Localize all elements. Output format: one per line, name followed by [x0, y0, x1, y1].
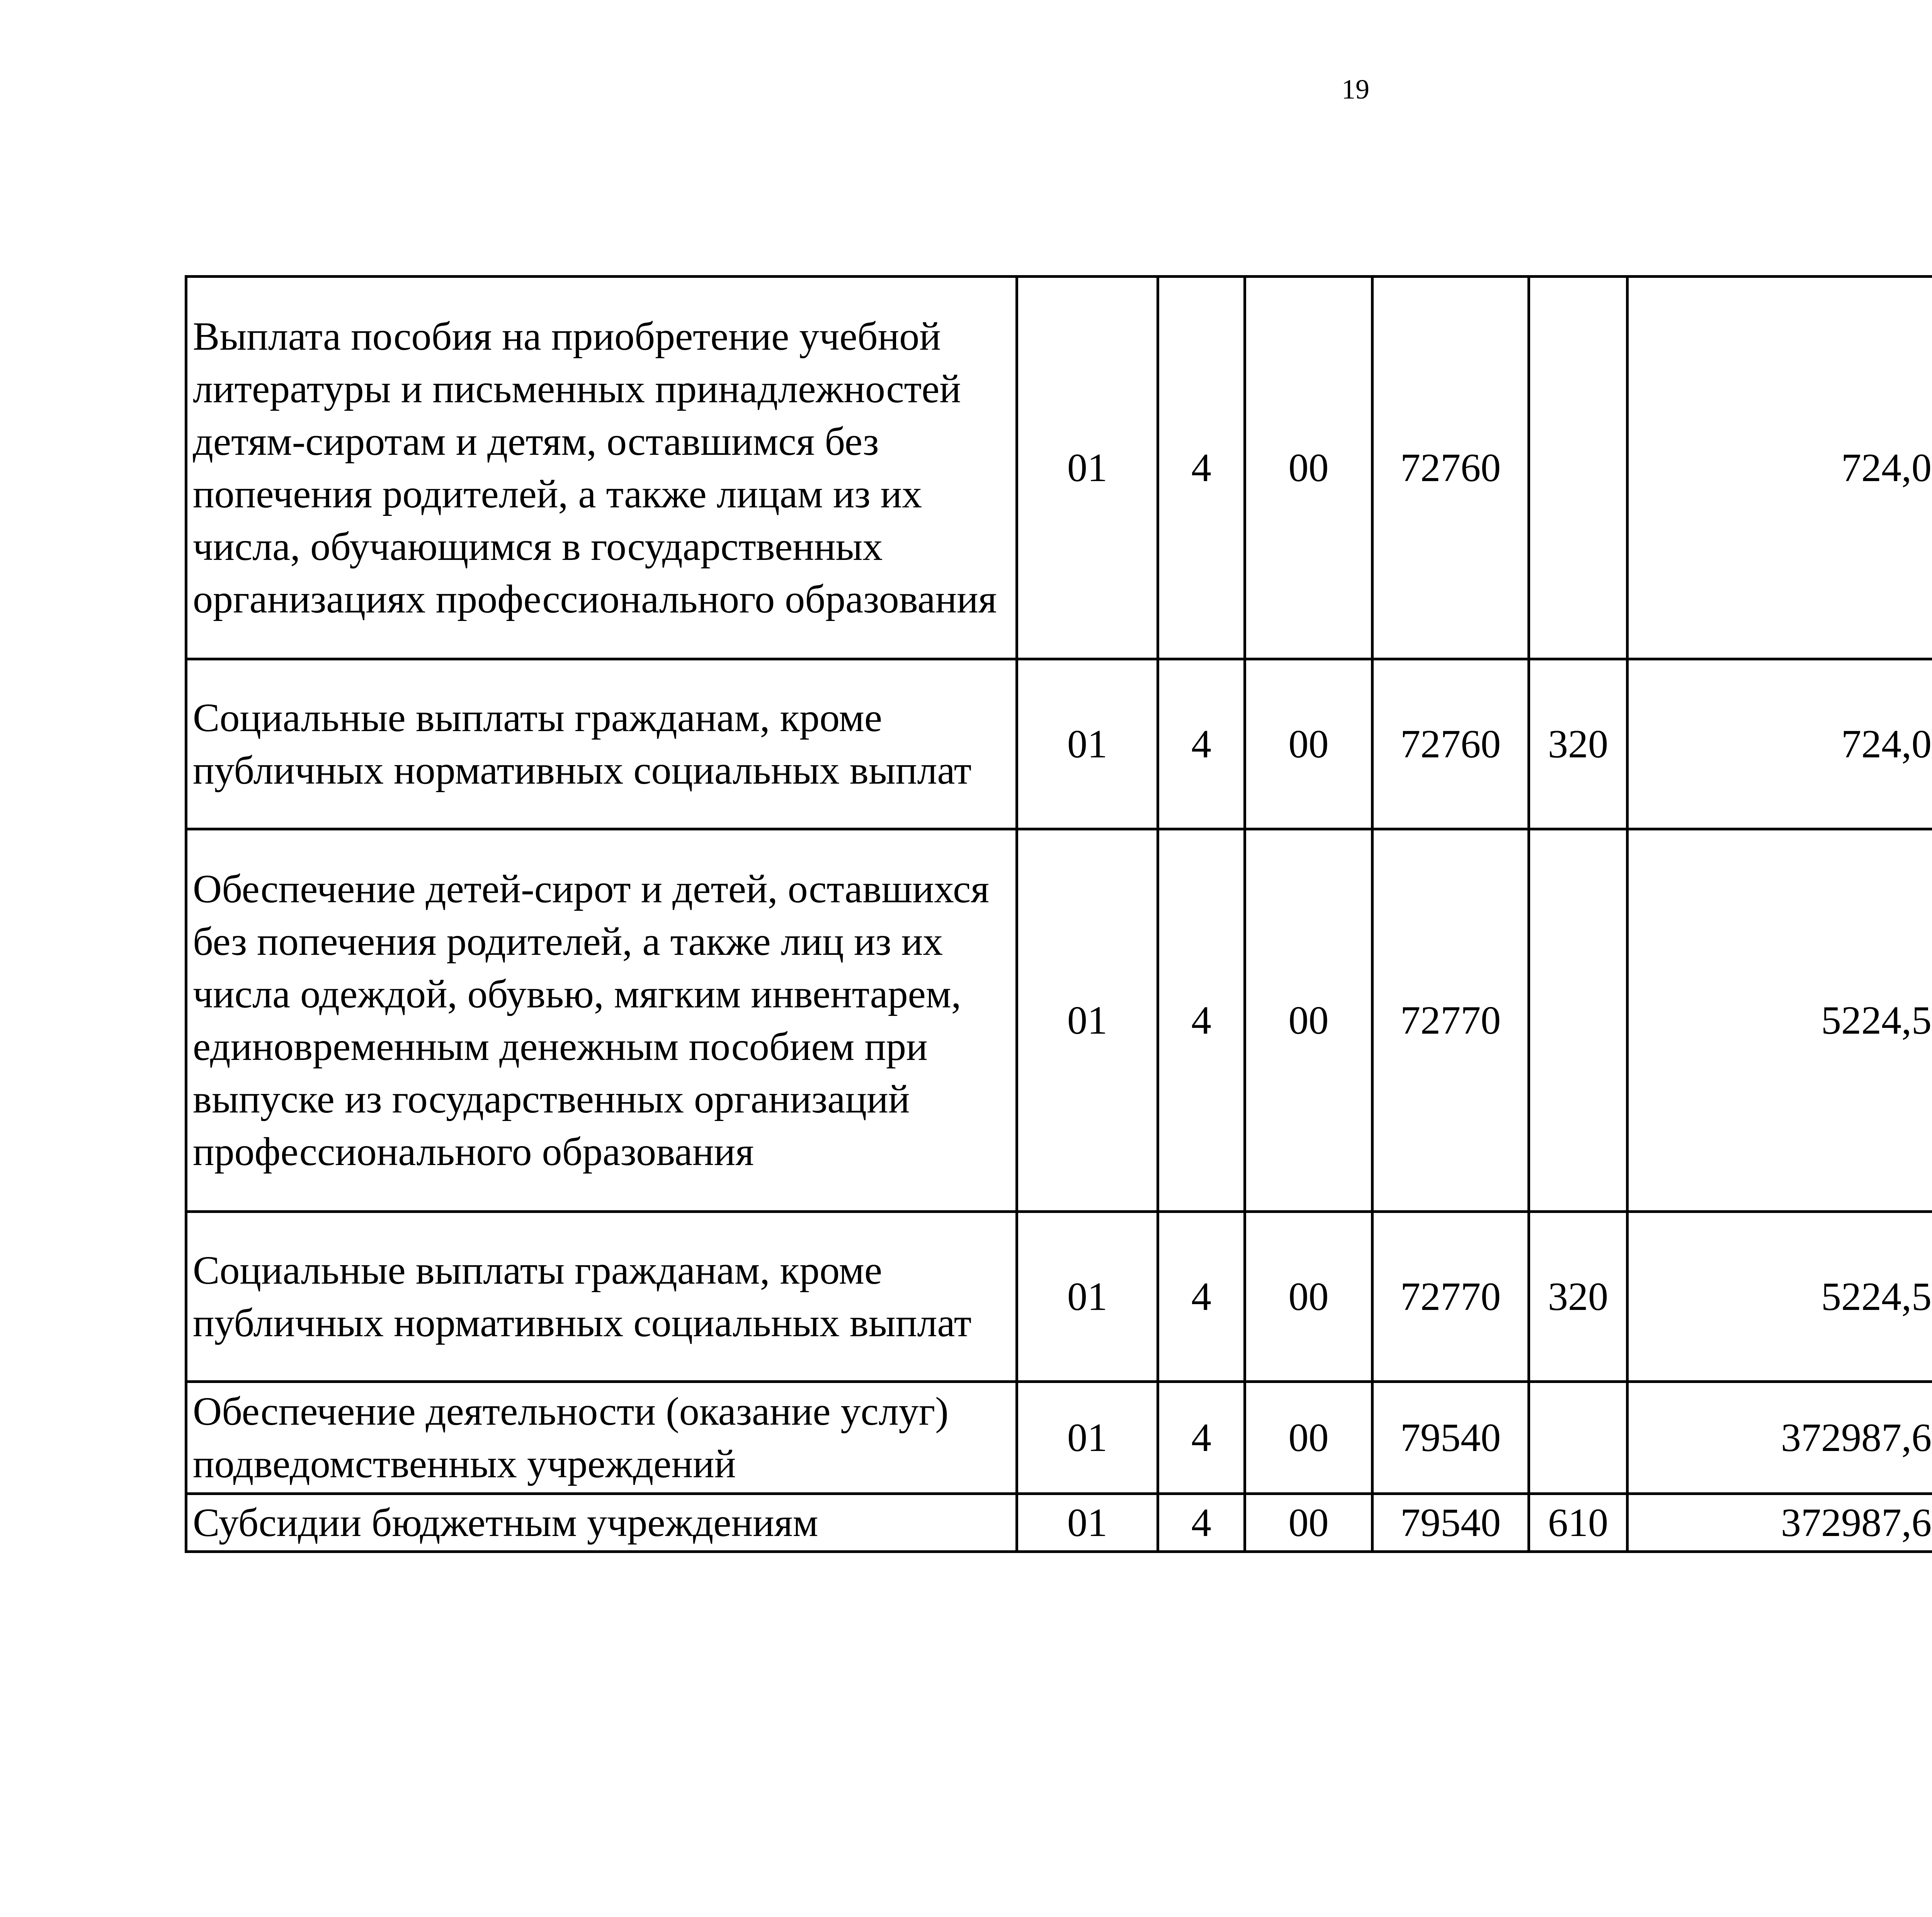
subprogram-code: 4	[1158, 1494, 1245, 1552]
target-code: 79540	[1372, 1382, 1529, 1494]
direction-code: 00	[1245, 829, 1372, 1212]
expense-type: 320	[1529, 659, 1628, 829]
program-code: 01	[1017, 277, 1158, 659]
amount-year-1: 724,0	[1628, 659, 1932, 829]
subprogram-code: 4	[1158, 659, 1245, 829]
target-code: 72760	[1372, 277, 1529, 659]
table-row	[186, 1382, 1932, 1494]
subprogram-code: 4	[1158, 1212, 1245, 1382]
row-name: Обеспечение деятельности (оказание услуг) подведомственных учреждений	[186, 1382, 1017, 1494]
target-code: 72760	[1372, 659, 1529, 829]
page-number: 19	[1342, 74, 1369, 105]
subprogram-code: 4	[1158, 1382, 1245, 1494]
budget-table	[185, 275, 1932, 1553]
expense-type: 610	[1529, 1494, 1628, 1552]
program-code: 01	[1017, 1382, 1158, 1494]
expense-type	[1529, 277, 1628, 659]
amount-year-1: 724,0	[1628, 277, 1932, 659]
direction-code: 00	[1245, 277, 1372, 659]
direction-code: 00	[1245, 1494, 1372, 1552]
direction-code: 00	[1245, 659, 1372, 829]
row-name: Социальные выплаты гражданам, кроме публичных нормативных социальных выплат	[186, 659, 1017, 829]
program-code: 01	[1017, 1212, 1158, 1382]
target-code: 79540	[1372, 1494, 1529, 1552]
expense-type	[1529, 1382, 1628, 1494]
row-name: Социальные выплаты гражданам, кроме публичных нормативных социальных выплат	[186, 1212, 1017, 1382]
program-code: 01	[1017, 829, 1158, 1212]
amount-year-1: 5224,5	[1628, 1212, 1932, 1382]
row-name: Обеспечение детей-сирот и детей, оставшихся без попечения родителей, а также лиц из их числа одеждой, обувью, мягким инвентарем, единовременным денежным пособием при выпуске из государственных организаций профессионального образования	[186, 829, 1017, 1212]
table-row	[186, 1494, 1932, 1552]
direction-code: 00	[1245, 1382, 1372, 1494]
amount-year-1: 372987,6	[1628, 1494, 1932, 1552]
row-name: Субсидии бюджетным учреждениям	[186, 1494, 1017, 1552]
amount-year-1: 5224,5	[1628, 829, 1932, 1212]
subprogram-code: 4	[1158, 829, 1245, 1212]
table-row	[186, 1212, 1932, 1382]
table-row	[186, 829, 1932, 1212]
program-code: 01	[1017, 659, 1158, 829]
expense-type: 320	[1529, 1212, 1628, 1382]
target-code: 72770	[1372, 1212, 1529, 1382]
table-row	[186, 659, 1932, 829]
row-name: Выплата пособия на приобретение учебной литературы и письменных принадлежностей детям-сиротам и детям, оставшимся без попечения родителей, а также лицам из их числа, обучающимся в государственных организациях профессионального образования	[186, 277, 1017, 659]
program-code: 01	[1017, 1494, 1158, 1552]
direction-code: 00	[1245, 1212, 1372, 1382]
table-row	[186, 277, 1932, 659]
amount-year-1: 372987,6	[1628, 1382, 1932, 1494]
target-code: 72770	[1372, 829, 1529, 1212]
subprogram-code: 4	[1158, 277, 1245, 659]
expense-type	[1529, 829, 1628, 1212]
